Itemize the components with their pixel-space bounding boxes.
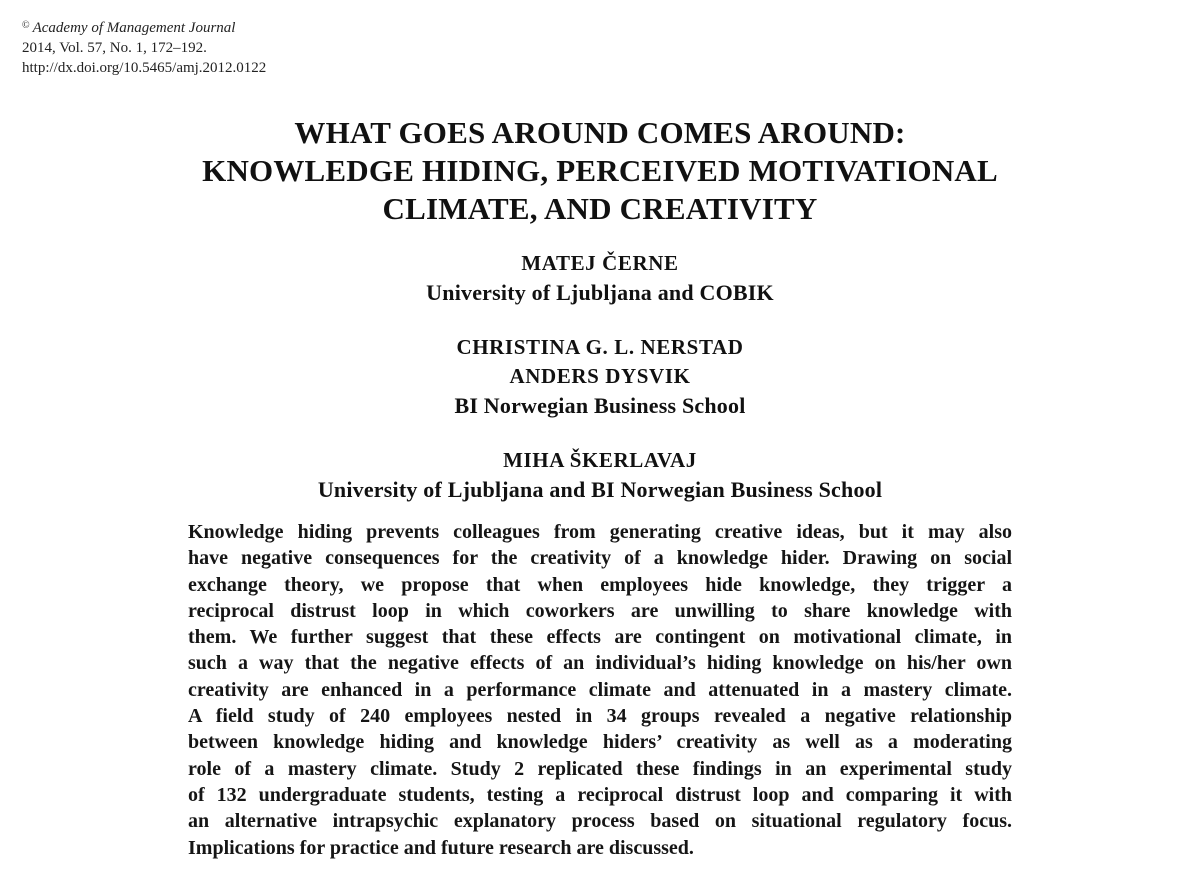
title-line: KNOWLEDGE HIDING, PERCEIVED MOTIVATIONAL (202, 153, 998, 188)
author-list (0, 249, 1200, 530)
title-line: CLIMATE, AND CREATIVITY (382, 191, 818, 226)
author-group (0, 333, 1200, 420)
author-affiliation: BI Norwegian Business School (454, 393, 746, 418)
author-name: CHRISTINA G. L. NERSTAD (456, 335, 744, 359)
author-name: MATEJ ČERNE (521, 251, 679, 275)
abstract-line: A field study of 240 employees nested in 34 groups revealed a negative relationship (188, 705, 1012, 728)
paper-title (0, 114, 1200, 228)
abstract-line: creativity are enhanced in a performance climate and attenuated in a mastery climate. (188, 678, 1012, 701)
journal-line (22, 16, 266, 38)
abstract-line: role of a mastery climate. Study 2 replicated these findings in an experimental study (188, 757, 1012, 780)
author-group (0, 249, 1200, 307)
abstract-line: Implications for practice and future research are discussed. (188, 836, 694, 859)
title-line: WHAT GOES AROUND COMES AROUND: (294, 115, 906, 150)
citation-block (22, 16, 266, 78)
abstract-line: exchange theory, we propose that when employees hide knowledge, they trigger a (188, 573, 1012, 596)
author-affiliation: University of Ljubljana and BI Norwegian Business School (317, 477, 883, 502)
abstract-line: reciprocal distrust loop in which coworkers are unwilling to share knowledge with (188, 599, 1012, 622)
abstract-line: an alternative intrapsychic explanatory process based on situational regulatory focus. (188, 810, 1012, 833)
doi-link[interactable]: http://dx.doi.org/10.5465/amj.2012.0122 (22, 60, 267, 76)
abstract-line: such a way that the negative effects of an individual’s hiding knowledge on his/her own (188, 652, 1012, 675)
author-affiliation: University of Ljubljana and COBIK (426, 280, 774, 305)
volume-line: 2014, Vol. 57, No. 1, 172–192. (22, 40, 207, 56)
abstract-line: Knowledge hiding prevents colleagues from generating creative ideas, but it may also (188, 521, 1012, 543)
author-name: MIHA ŠKERLAVAJ (503, 448, 697, 472)
abstract (188, 519, 1012, 861)
copyright-symbol: © (22, 20, 30, 31)
abstract-line: them. We further suggest that these effects are contingent on motivational climate, in (188, 626, 1012, 649)
abstract-line: between knowledge hiding and knowledge hiders’ creativity as well as a moderating (188, 731, 1012, 754)
abstract-line: have negative consequences for the creativity of a knowledge hider. Drawing on social (188, 547, 1012, 570)
author-name: ANDERS DYSVIK (509, 364, 691, 388)
abstract-line: of 132 undergraduate students, testing a reciprocal distrust loop and comparing it with (188, 783, 1012, 806)
author-group (0, 446, 1200, 504)
journal-name: Academy of Management Journal (32, 20, 236, 36)
